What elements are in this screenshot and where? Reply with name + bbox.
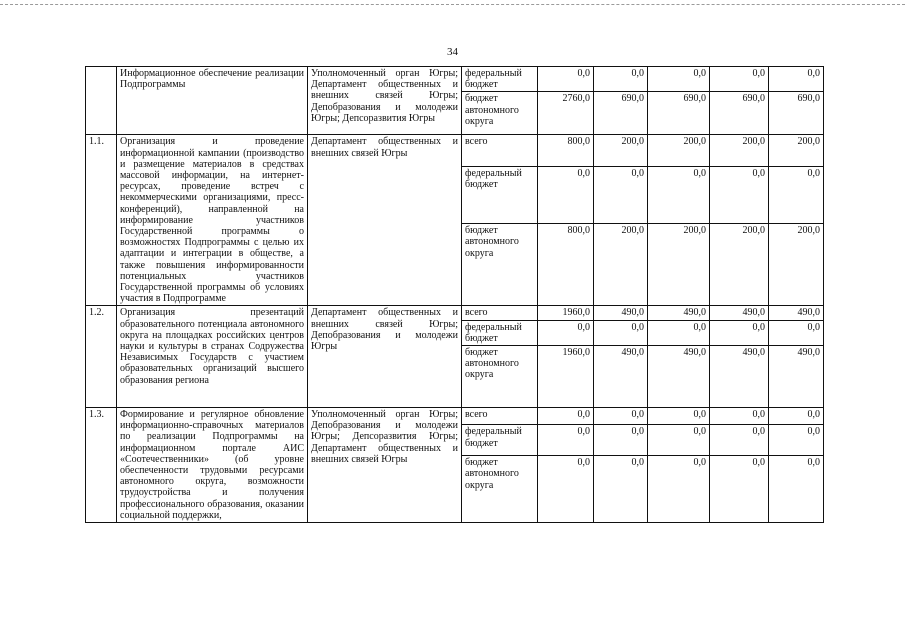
amount-cell: 0,0: [648, 320, 710, 345]
funding-source: бюджет автономного округа: [462, 456, 538, 523]
amount-cell: 0,0: [538, 408, 594, 425]
funding-source: федеральный бюджет: [462, 320, 538, 345]
measure-description: Организация и проведение информационной кампании (производство и размещение материалов в средствах массовой информации, на интернет-ресурсах, проведение встреч с некоммерческими организациями, пресс-конференций), направленной на информирование участников Государственной программы о возможностях Подпрограммы с целью их адаптации и интеграции в обществе, а также повышения информированности потенциальных участников Государственной программы об условиях участия в Подпрограмме: [117, 135, 308, 306]
amount-cell: 0,0: [769, 167, 824, 224]
page-top-edge: [0, 4, 905, 5]
amount-cell: 200,0: [769, 224, 824, 306]
amount-cell: 1960,0: [538, 346, 594, 408]
measure-description: Формирование и регулярное обновление информационно-справочных материалов по реализации Подпрограммы на информационном портале АИС «Соотечественники» (об уровне обеспеченности трудовыми ресурсами автономного округа, возможности трудоустройства и получения профессионального образования, оказании социальной поддержки,: [117, 408, 308, 523]
amount-cell: 0,0: [769, 320, 824, 345]
amount-cell: 0,0: [710, 167, 769, 224]
funding-source: бюджет автономного округа: [462, 92, 538, 135]
amount-cell: 0,0: [648, 456, 710, 523]
amount-cell: 0,0: [648, 167, 710, 224]
funding-source: всего: [462, 408, 538, 425]
amount-cell: 0,0: [594, 167, 648, 224]
amount-cell: 0,0: [594, 67, 648, 92]
row-number: 1.1.: [86, 135, 117, 306]
amount-cell: 490,0: [648, 346, 710, 408]
amount-cell: 0,0: [594, 408, 648, 425]
amount-cell: 200,0: [710, 135, 769, 167]
amount-cell: 0,0: [648, 67, 710, 92]
funding-source: всего: [462, 135, 538, 167]
page-number: 34: [447, 46, 458, 58]
amount-cell: 690,0: [648, 92, 710, 135]
funding-source: всего: [462, 306, 538, 320]
funding-source: федеральный бюджет: [462, 67, 538, 92]
amount-cell: 0,0: [710, 425, 769, 456]
amount-cell: 2760,0: [538, 92, 594, 135]
amount-cell: 0,0: [769, 67, 824, 92]
amount-cell: 0,0: [710, 67, 769, 92]
amount-cell: 0,0: [710, 408, 769, 425]
amount-cell: 0,0: [769, 456, 824, 523]
amount-cell: 690,0: [594, 92, 648, 135]
amount-cell: 0,0: [710, 456, 769, 523]
amount-cell: 1960,0: [538, 306, 594, 320]
amount-cell: 490,0: [594, 306, 648, 320]
amount-cell: 690,0: [710, 92, 769, 135]
amount-cell: 200,0: [648, 224, 710, 306]
amount-cell: 490,0: [769, 306, 824, 320]
responsible-executor: Уполномоченный орган Югры; Депобразования и молодежи Югры; Депсоразвития Югры; Департамент общественных и внешних связей Югры: [308, 408, 462, 523]
amount-cell: 0,0: [594, 425, 648, 456]
row-number: 1.2.: [86, 306, 117, 408]
amount-cell: 200,0: [710, 224, 769, 306]
amount-cell: 0,0: [648, 408, 710, 425]
funding-source: бюджет автономного округа: [462, 224, 538, 306]
amount-cell: 490,0: [648, 306, 710, 320]
amount-cell: 0,0: [594, 320, 648, 345]
amount-cell: 0,0: [538, 425, 594, 456]
amount-cell: 490,0: [710, 306, 769, 320]
amount-cell: 0,0: [769, 408, 824, 425]
funding-source: федеральный бюджет: [462, 425, 538, 456]
table-row: [86, 408, 824, 425]
responsible-executor: Уполномоченный орган Югры; Департамент общественных и внешних связей Югры; Депобразования и молодежи Югры; Депсоразвития Югры: [308, 67, 462, 135]
amount-cell: 0,0: [538, 67, 594, 92]
measure-description: Информационное обеспечение реализации Подпрограммы: [117, 67, 308, 135]
amount-cell: 200,0: [648, 135, 710, 167]
amount-cell: 200,0: [769, 135, 824, 167]
table-row: [86, 67, 824, 92]
row-number: 1.3.: [86, 408, 117, 523]
amount-cell: 0,0: [594, 456, 648, 523]
amount-cell: 0,0: [769, 425, 824, 456]
budget-table: [85, 66, 824, 523]
amount-cell: 490,0: [594, 346, 648, 408]
row-number: [86, 67, 117, 135]
budget-table-body: [86, 67, 824, 523]
amount-cell: 200,0: [594, 224, 648, 306]
table-row: [86, 135, 824, 167]
amount-cell: 490,0: [710, 346, 769, 408]
measure-description: Организация презентаций образовательного потенциала автономного округа на площадках российских центров науки и культуры в странах Содружества Независимых Государств с участием образовательных организаций высшего образования региона: [117, 306, 308, 408]
amount-cell: 800,0: [538, 135, 594, 167]
funding-source: бюджет автономного округа: [462, 346, 538, 408]
amount-cell: 0,0: [538, 320, 594, 345]
amount-cell: 490,0: [769, 346, 824, 408]
funding-source: федеральный бюджет: [462, 167, 538, 224]
amount-cell: 690,0: [769, 92, 824, 135]
table-row: [86, 306, 824, 320]
amount-cell: 0,0: [648, 425, 710, 456]
responsible-executor: Департамент общественных и внешних связей Югры; Депобразования и молодежи Югры: [308, 306, 462, 408]
amount-cell: 800,0: [538, 224, 594, 306]
amount-cell: 0,0: [538, 167, 594, 224]
amount-cell: 0,0: [710, 320, 769, 345]
responsible-executor: Департамент общественных и внешних связей Югры: [308, 135, 462, 306]
amount-cell: 0,0: [538, 456, 594, 523]
amount-cell: 200,0: [594, 135, 648, 167]
